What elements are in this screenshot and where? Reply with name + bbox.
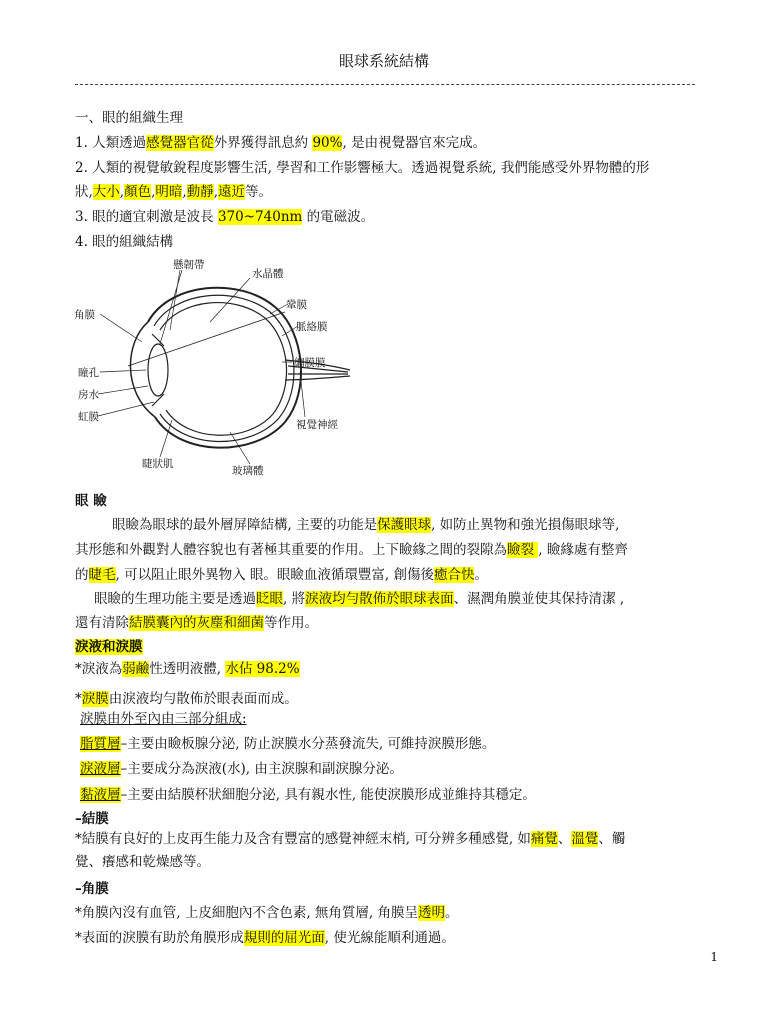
conjunctiva-line-2: 覺、癢感和乾燥感等。 — [75, 854, 210, 870]
paragraph-2-line-1: 2. 人類的視覺敏銳程度影響生活, 學習和工作影響極大。透過視覺系統, 我們能感受外界物體的形 — [75, 160, 650, 176]
eyelid-line-5: 還有清除結膜囊內的灰塵和細菌等作用。 — [75, 615, 318, 631]
eyelid-line-3: 的睫毛, 可以阻止眼外異物入 眼。眼瞼血液循環豐富, 創傷後癒合快。 — [75, 567, 488, 583]
section-heading: 一、眼的組織生理 — [75, 110, 183, 126]
paragraph-3: 3. 眼的適宜刺激是波長 370~740nm 的電磁波。 — [75, 209, 375, 225]
cornea-line-2: *表面的淚膜有助於角膜形成規則的屈光面, 使光線能順利通過。 — [75, 930, 455, 946]
tear-layer-aqueous: 淚液層–主要成分為淚液(水), 由主淚腺和副淚腺分泌。 — [80, 761, 403, 777]
label-pupil: 瞳孔 — [78, 367, 99, 379]
label-vitreous: 玻璃體 — [232, 465, 264, 477]
eyelid-heading: 眼 瞼 — [75, 493, 107, 509]
label-suspensory: 懸韌帶 — [173, 259, 205, 271]
label-lens: 水晶體 — [252, 268, 284, 280]
label-retina: 網膜膜 — [294, 357, 326, 369]
eyelid-line-2: 其形態和外觀對人體容貌也有著極其重要的作用。上下瞼緣之間的裂隙為瞼裂 , 瞼緣處有整齊 — [75, 542, 628, 558]
page-title: 眼球系統結構 — [338, 52, 429, 70]
tear-line-1: *淚液為弱鹼性透明液體, 水佔 98.2% — [75, 661, 300, 677]
label-sclera: 鞏膜 — [286, 299, 307, 311]
eyelid-line-1: 眼瞼為眼球的最外層屏障結構, 主要的功能是保護眼球, 如防止異物和強光損傷眼球等, — [112, 517, 620, 533]
paragraph-4: 4. 眼的組織結構 — [75, 234, 174, 250]
dashed-divider — [75, 84, 695, 85]
tear-layer-mucous: 黏液層–主要由結膜杯狀細胞分泌, 具有親水性, 能使淚膜形成並維持其穩定。 — [80, 787, 536, 803]
conjunctiva-heading: –結膜 — [75, 811, 109, 827]
label-aqueous: 房水 — [78, 389, 99, 401]
paragraph-2-line-2: 狀,大小,顏色,明暗,動靜,遠近等。 — [75, 184, 272, 200]
label-optic-nerve: 視覺神經 — [296, 419, 338, 431]
cornea-heading: –角膜 — [75, 881, 109, 897]
eyelid-line-4: 眼瞼的生理功能主要是透過眨眼, 將淚液均勻散佈於眼球表面、濕潤角膜並使其保持清潔 , — [94, 591, 625, 607]
tear-heading: 淚液和淚膜 — [75, 639, 143, 655]
cornea-line-1: *角膜內沒有血管, 上皮細胞內不含色素, 無角質層, 角膜呈透明。 — [75, 905, 459, 921]
page-number: 1 — [710, 950, 718, 964]
label-iris: 虹膜 — [78, 411, 99, 423]
paragraph-1: 1. 人類透過感覺器官從外界獲得訊息約 90%, 是由視覺器官來完成。 — [75, 135, 487, 151]
label-cornea: 角膜 — [74, 309, 95, 321]
conjunctiva-line-1: *結膜有良好的上皮再生能力及含有豐富的感覺神經末梢, 可分辨多種感覺, 如痛覺、溫覺、觸 — [75, 831, 626, 847]
tear-line-2: *淚膜由淚液均勻散佈於眼表面而成。 — [75, 691, 298, 707]
tear-line-3: 淚膜由外至內由三部分組成: — [80, 711, 247, 727]
tear-layer-lipid: 脂質層–主要由瞼板腺分泌, 防止淚膜水分蒸發流失, 可維持淚膜形態。 — [80, 736, 496, 752]
label-choroid: 脈絡膜 — [296, 321, 328, 333]
eye-structure-diagram — [60, 252, 360, 477]
label-ciliary: 睫狀肌 — [142, 458, 174, 470]
